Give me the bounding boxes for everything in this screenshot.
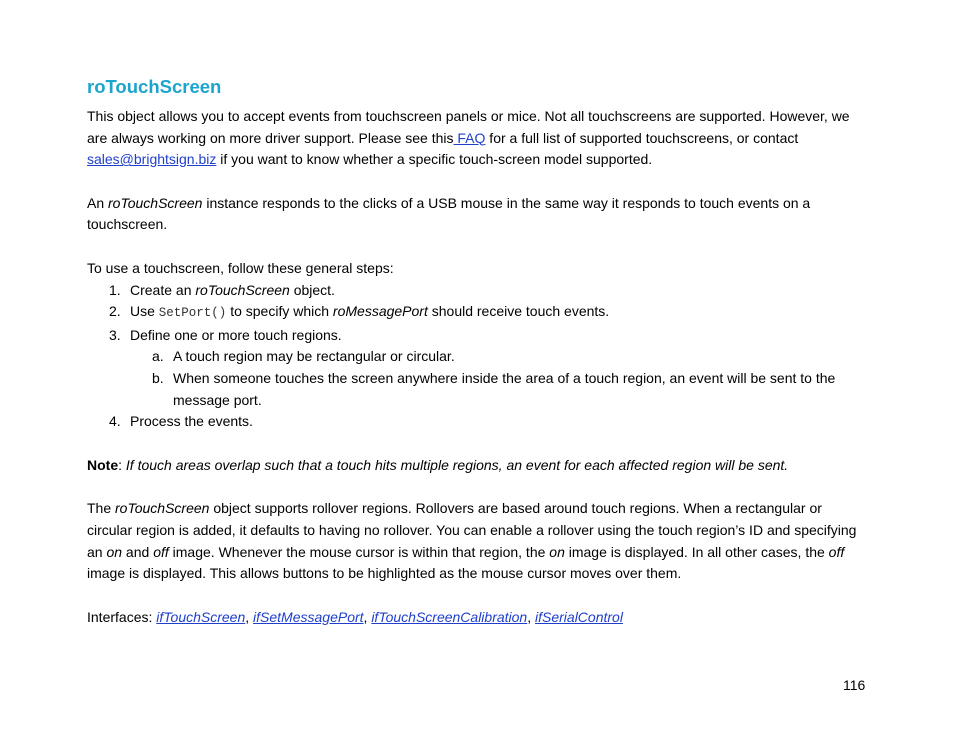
rollover-object-name: roTouchScreen [115,500,210,517]
rollover-paragraph [87,498,867,584]
step-text: Use [130,303,159,320]
substep-a [87,346,867,368]
ifserialcontrol-link[interactable]: ifSerialControl [535,608,623,625]
substep-b [87,368,867,411]
steps-intro: To use a touchscreen, follow these general steps: [87,259,394,276]
step-text: Define one or more touch regions. [130,326,342,343]
paragraph-gap [87,236,867,258]
rollover-text: image is displayed. This allows buttons to be highlighted as the mouse cursor moves over them. [87,565,682,582]
iftouchscreen-link[interactable]: ifTouchScreen [156,608,246,625]
interfaces-separator: , [363,608,372,625]
step-text: should receive touch events. [427,303,610,320]
step-text: to specify which [226,303,333,320]
intro-paragraph [87,106,867,171]
para2-object-name: roTouchScreen [108,194,203,211]
paragraph-gap [87,171,867,193]
rollover-off-term: off [153,543,169,560]
interfaces-label: Interfaces: [87,608,157,625]
note-separator: : [118,456,126,473]
step-number: 4. [109,413,121,430]
setport-code: SetPort() [158,306,227,321]
faq-link[interactable]: FAQ [453,129,486,146]
iftouchscreencalibration-link[interactable]: ifTouchScreenCalibration [371,608,528,625]
intro-text-2: for a full list of supported touchscreens, or contact [485,129,799,146]
step-3 [87,325,867,347]
sales-email-link[interactable]: sales@brightsign.biz [87,151,217,168]
step-text: Create an [130,281,196,298]
note-paragraph [87,455,867,477]
step-number: 3. [109,326,121,343]
intro-text-3: if you want to know whether a specific touch-screen model supported. [216,151,653,168]
paragraph-gap [87,476,867,498]
paragraph-gap [87,433,867,455]
page-number: 116 [843,677,866,693]
page-title: roTouchScreen [87,76,222,97]
usb-mouse-paragraph [87,193,867,236]
substep-letter: a. [152,348,164,365]
rollover-text: The [87,500,116,517]
step-2 [87,301,867,325]
step-object-name: roTouchScreen [195,281,290,298]
note-label: Note [87,456,119,473]
substep-letter: b. [152,369,164,386]
note-text: If touch areas overlap such that a touch hits multiple regions, an event for each affected region will be sent. [125,456,789,473]
rollover-text: and [122,543,154,560]
para2-text-1: An [87,194,109,211]
rollover-on-term: on [549,543,565,560]
step-number: 2. [109,303,121,320]
steps-list [87,280,867,433]
interfaces-line [87,607,867,629]
step-1 [87,280,867,302]
step-object-name: roMessagePort [332,303,428,320]
rollover-text: object supports rollover regions. Rollovers are based around touch regions. When a rectangular or circular region is added, it defaults to having no rollover. You can enable a rollover using the touch region’s ID and specifying an [87,500,857,560]
step-text: Process the events. [130,413,253,430]
rollover-text: image. Whenever the mouse cursor is within that region, the [168,543,550,560]
rollover-on-term: on [106,543,123,560]
step-number: 1. [109,281,121,298]
para2-text-2: instance responds to the clicks of a USB mouse in the same way it responds to touch events on a touchscreen. [87,194,811,233]
rollover-text: image is displayed. In all other cases, the [564,543,829,560]
substep-text: When someone touches the screen anywhere inside the area of a touch region, an event will be sent to the message port. [173,369,836,408]
interfaces-separator: , [527,608,536,625]
substep-text: A touch region may be rectangular or circular. [173,348,455,365]
intro-text-1: This object allows you to accept events from touchscreen panels or mice. Not all touchscreens are supported. However, we are always working on more driver support. Please see this [87,108,850,146]
ifsetmessageport-link[interactable]: ifSetMessagePort [253,608,364,625]
document-page [87,75,867,628]
rollover-off-term: off [828,543,845,560]
paragraph-gap [87,585,867,607]
interfaces-separator: , [245,608,254,625]
step-4 [87,411,867,433]
step-text: object. [289,281,335,298]
